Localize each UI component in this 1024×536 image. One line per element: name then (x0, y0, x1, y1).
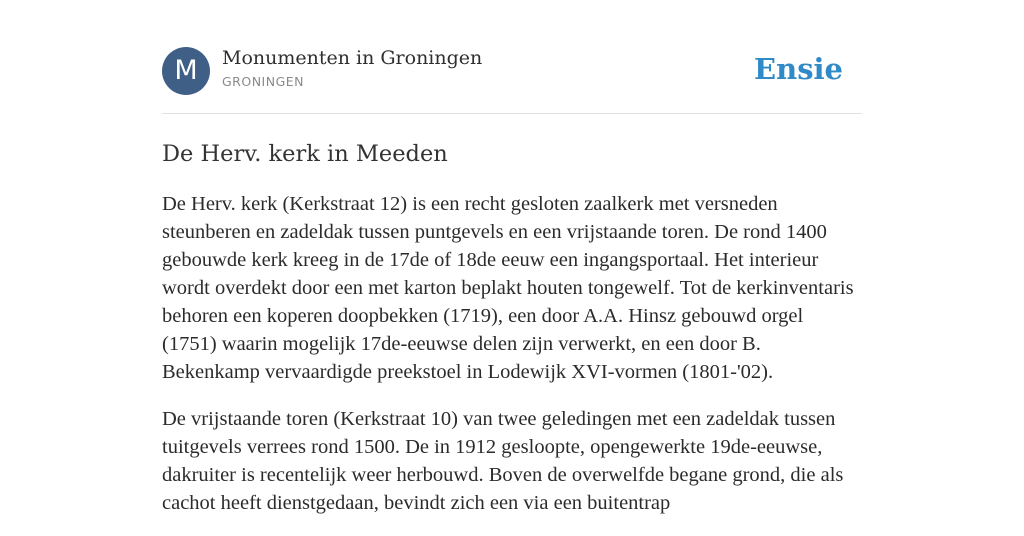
article-paragraph: De vrijstaande toren (Kerkstraat 10) van twee geledingen met een zadeldak tussen tuitgevels verrees rond 1500. De in 1912 gesloopte, opengewerkte 19de-eeuwse, dakruiter is recentelijk weer herbouwd. Boven de overwelfde begane grond, die als cachot heeft dienstgedaan, bevindt zich een via een buitentrap (162, 408, 844, 514)
page-container (162, 0, 862, 514)
avatar[interactable]: M (162, 47, 210, 95)
ensie-logo[interactable]: Ensie (754, 52, 843, 86)
header (162, 0, 862, 114)
source-title[interactable]: Monumenten in Groningen (222, 47, 483, 69)
article-title: De Herv. kerk in Meeden (162, 141, 448, 167)
source-subtitle[interactable]: GRONINGEN (222, 74, 305, 89)
source-info (222, 46, 482, 90)
article-paragraph: De Herv. kerk (Kerkstraat 12) is een recht gesloten zaalkerk met versneden steunberen en zadeldak tussen puntgevels en een vrijstaande toren. De rond 1400 gebouwde kerk kreeg in de 17de of 18de eeuw een ingangsportaal. Het interieur wordt overdekt door een met karton beplakt houten tongewelf. Tot de kerkinventaris behoren een koperen doopbekken (1719), een door A.A. Hinsz gebouwd orgel (1751) waarin mogelijk 17de-eeuwse delen zijn verwerkt, en een door B. Bekenkamp vervaardigde preekstoel in Lodewijk XVI-vormen (1801-'02). (162, 193, 854, 383)
article-body (162, 190, 862, 536)
